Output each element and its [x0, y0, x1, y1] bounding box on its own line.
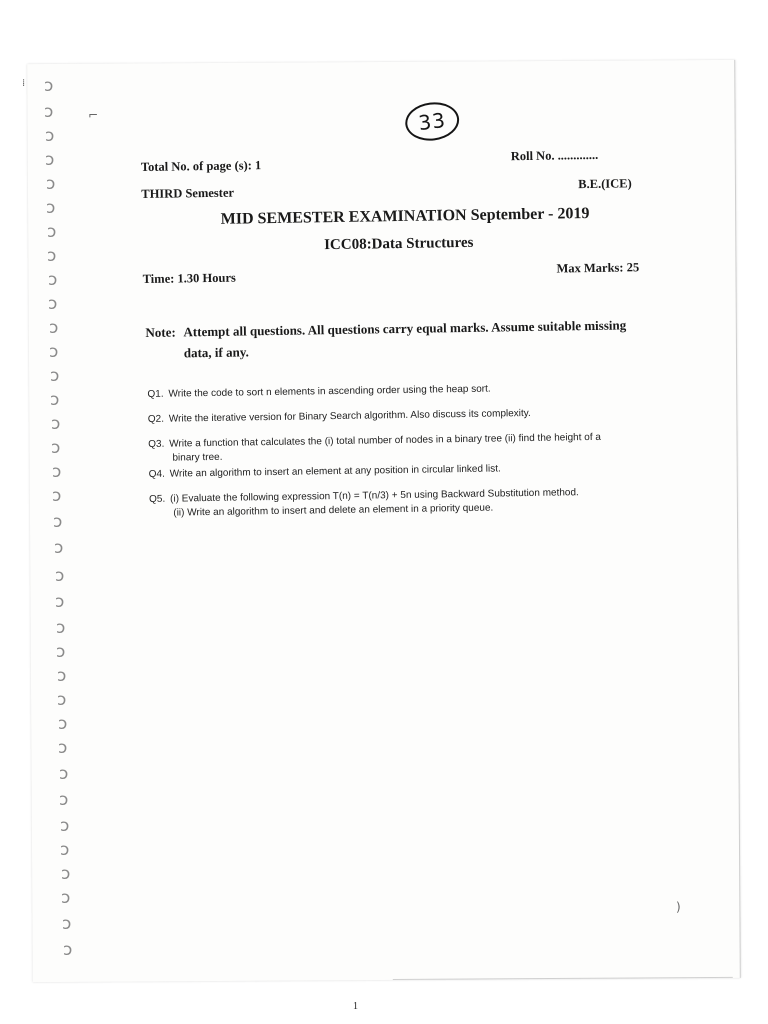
exam-title: MID SEMESTER EXAMINATION September - 2019: [220, 205, 590, 228]
binder-hole-mark: ↄ: [53, 512, 63, 532]
binder-hole-mark: ↄ: [47, 222, 57, 242]
binder-hole-mark: ↄ: [55, 566, 65, 586]
page-number: 1: [353, 1001, 358, 1012]
question-text: Write the iterative version for Binary Search algorithm. Also discuss its complexity.: [168, 407, 531, 425]
exam-duration: Time: 1.30 Hours: [142, 270, 236, 287]
binder-hole-mark: ↄ: [55, 592, 65, 612]
binder-hole-mark: ↄ: [59, 764, 69, 784]
course-title: ICC08:Data Structures: [324, 234, 474, 254]
question-text: (i) Evaluate the following expression T(n) = T(n/3) + 5n using Backward Substitution method.: [170, 487, 579, 505]
question-item: [147, 380, 677, 402]
max-marks: Max Marks: 25: [556, 260, 640, 276]
binder-hole-mark: ↄ: [50, 390, 60, 410]
binder-hole-mark: ↄ: [57, 690, 67, 710]
binder-hole-mark: ↄ: [51, 414, 61, 434]
binder-hole-mark: ↄ: [57, 666, 67, 686]
binder-hole-mark: ↄ: [59, 790, 69, 810]
scan-speck: ⁞: [22, 78, 26, 89]
binder-hole-mark: ↄ: [61, 864, 71, 884]
question-item: [148, 405, 678, 427]
roll-number: Roll No. .............: [510, 147, 599, 164]
note-label: Note:: [145, 324, 176, 341]
question-number: Q3.: [148, 438, 165, 450]
binder-hole-mark: ↄ: [46, 174, 56, 194]
question-list: [147, 380, 679, 532]
exam-note: [145, 314, 666, 364]
binder-hole-mark: ↄ: [58, 738, 68, 758]
semester: THIRD Semester: [141, 185, 235, 202]
question-item: [149, 485, 679, 521]
binder-hole-mark: ↄ: [61, 888, 71, 908]
question-number: Q2.: [147, 413, 165, 425]
note-text-line1: Attempt all questions. All questions carry equal marks. Assume suitable missing: [183, 317, 627, 340]
binder-hole-mark: ↄ: [56, 618, 66, 638]
binder-hole-mark: ↄ: [50, 366, 60, 386]
binder-hole-mark: ↄ: [49, 318, 59, 338]
binder-hole-mark: ↄ: [44, 76, 54, 96]
binder-hole-mark: ↄ: [45, 150, 55, 170]
question-number: Q5.: [149, 493, 166, 505]
question-number: Q1.: [147, 388, 164, 400]
question-text-continued: (ii) Write an algorithm to insert and delete an element in a priority queue.: [173, 502, 494, 519]
question-text: Write a function that calculates the (i) total number of nodes in a binary tree (ii) find the height of a: [169, 431, 601, 450]
binder-hole-mark: ↄ: [48, 270, 58, 290]
binder-hole-mark: ↄ: [52, 486, 62, 506]
binder-hole-mark: ↄ: [48, 294, 58, 314]
scan-speck: ⌐: [88, 108, 99, 122]
question-text-continued: binary tree.: [172, 451, 223, 464]
program: B.E.(ICE): [578, 176, 632, 192]
binder-hole-mark: ↄ: [51, 438, 61, 458]
binder-hole-mark: ↄ: [52, 462, 62, 482]
question-number: Q4.: [148, 468, 165, 480]
binder-hole-mark: ↄ: [56, 642, 66, 662]
binder-hole-mark: ↄ: [62, 914, 72, 934]
binder-hole-mark: ↄ: [60, 840, 70, 860]
binder-hole-mark: ↄ: [58, 714, 68, 734]
binder-hole-mark: ↄ: [46, 198, 56, 218]
total-pages: Total No. of page (s): 1: [140, 158, 262, 175]
binder-hole-mark: ↄ: [54, 538, 64, 558]
binder-hole-mark: ↄ: [47, 246, 57, 266]
binder-hole-mark: ↄ: [45, 126, 55, 146]
binder-hole-mark: ↄ: [49, 342, 59, 362]
binder-hole-mark: ↄ: [60, 816, 70, 836]
question-text: Write the code to sort n elements in ascending order using the heap sort.: [168, 383, 491, 400]
scan-speck: ): [676, 900, 681, 914]
question-text: Write an algorithm to insert an element at any position in circular linked list.: [169, 463, 501, 480]
binder-hole-mark: ↄ: [44, 102, 54, 122]
note-text-line2: data, if any.: [183, 344, 249, 361]
binder-hole-mark: ↄ: [63, 940, 73, 960]
circled-sheet-number: 33: [403, 99, 461, 143]
